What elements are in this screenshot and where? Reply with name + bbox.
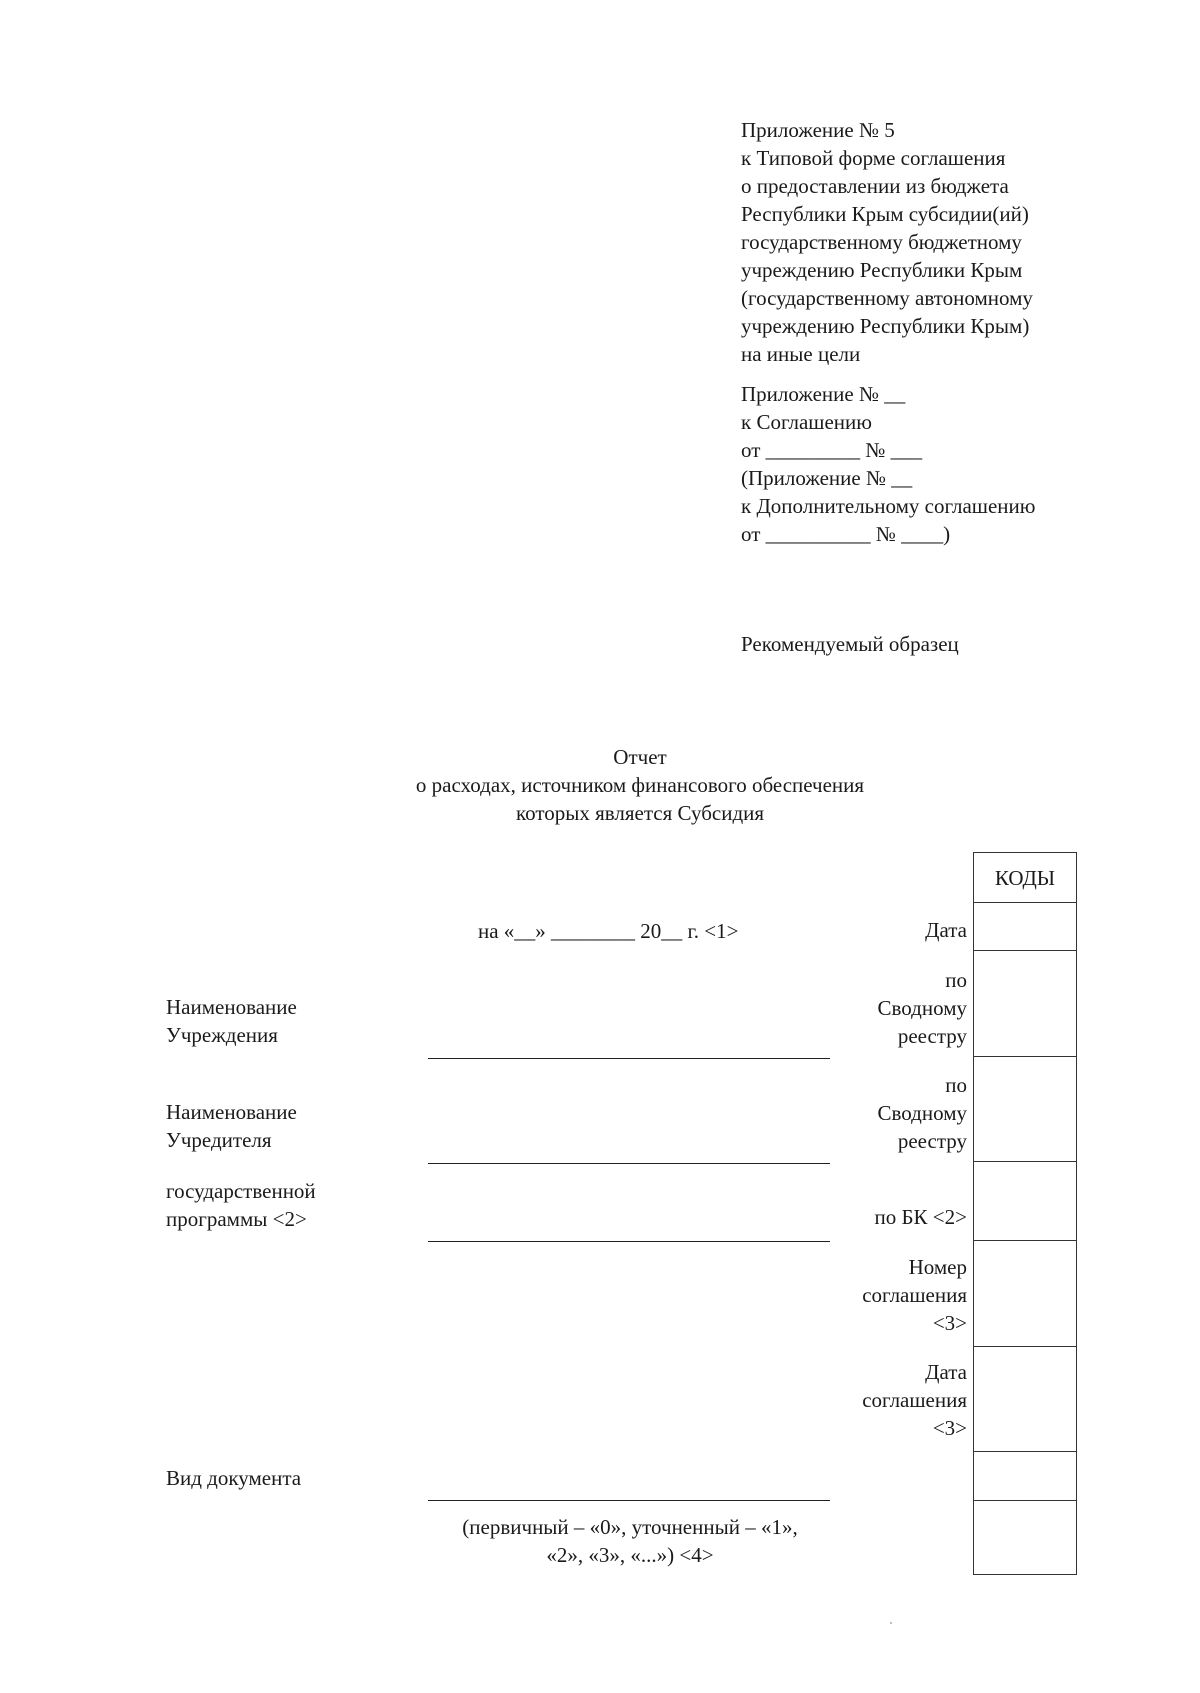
summary-registry-label-1 (780, 966, 967, 1050)
label-line: государственной (166, 1179, 316, 1203)
agreement-appendix-line: Приложение № __ (741, 382, 906, 406)
label-line: по (945, 1073, 967, 1097)
label-line: Сводному (877, 996, 967, 1020)
code-cell-empty[interactable] (974, 1501, 1076, 1574)
founder-name-field[interactable] (428, 1163, 830, 1164)
appendix-header-line: учреждению Республики Крым (741, 258, 1023, 282)
label-line: Наименование (166, 1100, 297, 1124)
report-title-line: Отчет (613, 745, 667, 769)
label-line: Номер (908, 1255, 967, 1279)
code-cell-agreement-number[interactable] (974, 1241, 1076, 1347)
document-type-field[interactable] (428, 1500, 830, 1501)
report-date-line: на «__» ________ 20__ г. <1> (478, 919, 739, 943)
institution-name-label (166, 993, 297, 1049)
state-program-field[interactable] (428, 1241, 830, 1242)
label-line: <3> (932, 1416, 967, 1440)
code-cell-summary-registry-2[interactable] (974, 1057, 1076, 1162)
appendix-header-line: (государственному автономному (741, 286, 1033, 310)
label-line: реестру (897, 1129, 967, 1153)
agreement-appendix-line: к Дополнительному соглашению (741, 494, 1036, 518)
agreement-appendix-line: (Приложение № __ (741, 466, 913, 490)
label-line: соглашения (862, 1388, 967, 1412)
label-line: Сводному (877, 1101, 967, 1125)
scan-speck (890, 1622, 892, 1624)
recommended-sample: Рекомендуемый образец (741, 632, 959, 656)
label-line: реестру (897, 1024, 967, 1048)
document-type-hint (420, 1513, 840, 1569)
appendix-header-line: к Типовой форме соглашения (741, 146, 1006, 170)
label-line: Учредителя (166, 1128, 272, 1152)
appendix-header-line: о предоставлении из бюджета (741, 174, 1009, 198)
appendix-header (741, 116, 1161, 368)
appendix-header-line: Приложение № 5 (741, 118, 895, 142)
label-line: соглашения (862, 1283, 967, 1307)
agreement-appendix-line: к Соглашению (741, 410, 872, 434)
date-code-label: Дата (925, 918, 967, 942)
agreement-appendix-line: от __________ № ____) (741, 522, 951, 546)
codes-header: КОДЫ (994, 865, 1056, 890)
label-line: Учреждения (166, 1023, 278, 1047)
label-line: программы <2> (166, 1207, 307, 1231)
hint-line: «2», «3», «...») <4> (546, 1543, 714, 1567)
code-cell-by-bk[interactable] (974, 1162, 1076, 1241)
codes-table (973, 852, 1077, 1575)
appendix-header-line: учреждению Республики Крым) (741, 314, 1030, 338)
agreement-date-label (780, 1358, 967, 1442)
by-bk-label: по БК <2> (874, 1205, 967, 1229)
label-line: по (945, 968, 967, 992)
report-title (340, 743, 940, 827)
label-line: Дата (925, 1360, 967, 1384)
appendix-header-line: на иные цели (741, 342, 861, 366)
code-cell-agreement-date[interactable] (974, 1347, 1076, 1452)
agreement-number-label (780, 1253, 967, 1337)
label-line: Наименование (166, 995, 297, 1019)
hint-line: (первичный – «0», уточненный – «1», (462, 1515, 798, 1539)
code-cell-summary-registry-1[interactable] (974, 951, 1076, 1057)
document-type-label: Вид документа (166, 1466, 302, 1490)
founder-name-label (166, 1098, 297, 1154)
state-program-label (166, 1177, 316, 1233)
code-cell-document-type[interactable] (974, 1452, 1076, 1501)
agreement-appendix-line: от _________ № ___ (741, 438, 923, 462)
appendix-header-line: Республики Крым субсидии(ий) (741, 202, 1029, 226)
code-cell-date[interactable] (974, 903, 1076, 951)
institution-name-field[interactable] (428, 1058, 830, 1059)
summary-registry-label-2 (780, 1071, 967, 1155)
label-line: <3> (932, 1311, 967, 1335)
agreement-appendix (741, 380, 1161, 548)
codes-header-cell (974, 853, 1076, 903)
report-title-line: которых является Субсидия (515, 801, 765, 825)
report-title-line: о расходах, источником финансового обеспечения (415, 773, 865, 797)
appendix-header-line: государственному бюджетному (741, 230, 1022, 254)
